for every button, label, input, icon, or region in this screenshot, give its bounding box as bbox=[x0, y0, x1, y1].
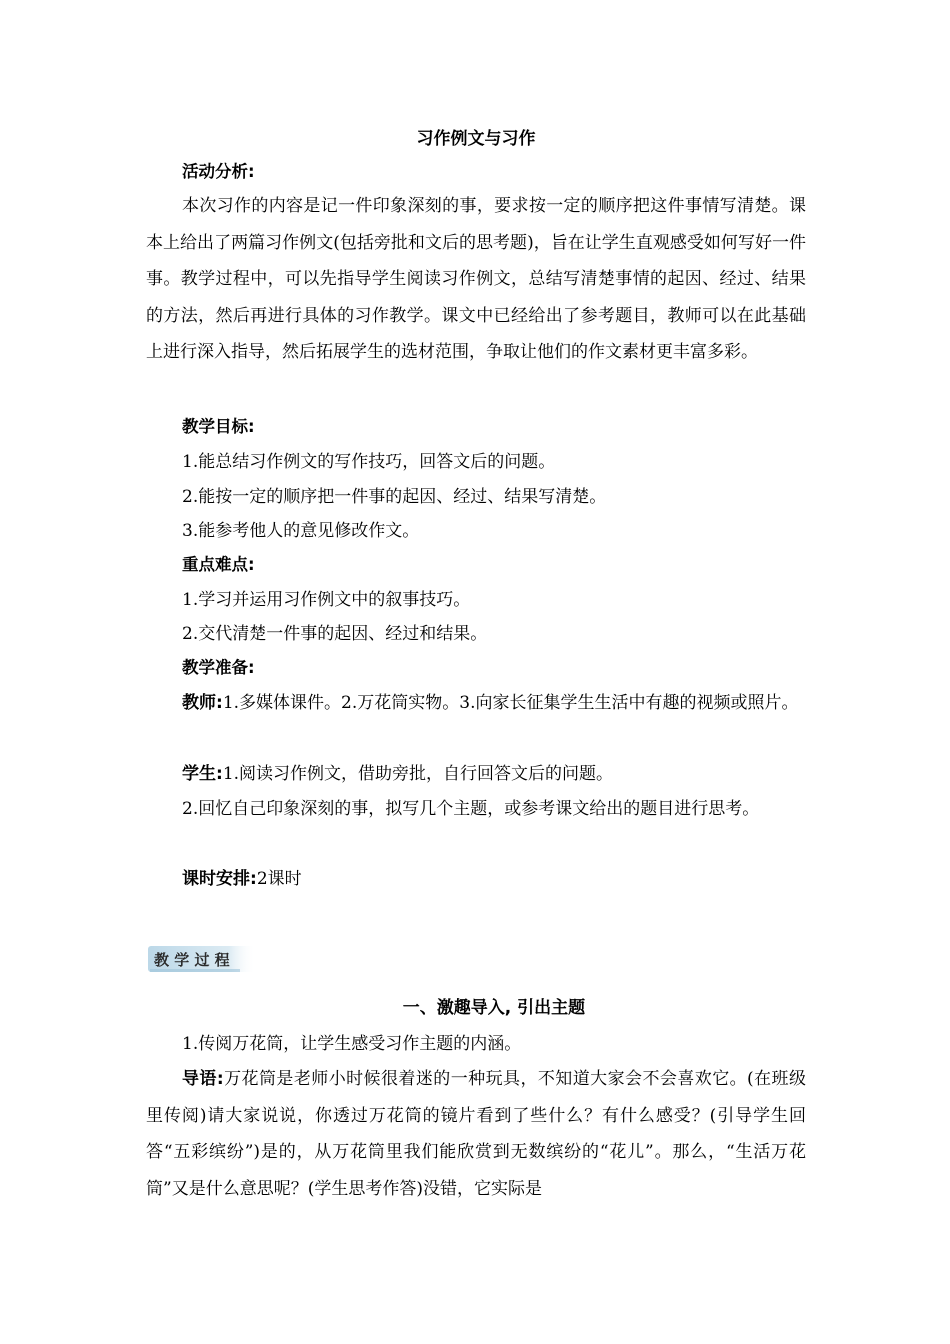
student-label: 学生: bbox=[182, 764, 223, 784]
schedule-value: 2课时 bbox=[256, 869, 302, 889]
student-text: 1.阅读习作例文，借助旁批，自行回答文后的问题。 bbox=[222, 764, 614, 784]
schedule bbox=[182, 861, 302, 897]
teacher-text: 1.多媒体课件。2.万花筒实物。3.向家长征集学生生活中有趣的视频或照片。 bbox=[222, 693, 799, 713]
key-point-item-2: 2.交代清楚一件事的起因、经过和结果。 bbox=[182, 624, 488, 644]
intro-text: 万花筒是老师小时候很着迷的一种玩具，不知道大家会不会喜欢它。(在班级里传阅)请大家说说，你透过万花筒的镜片看到了些什么？有什么感受？(引导学生回答“五彩缤纷”)是的，从万花筒里我们能欣赏到无数缤纷的“花儿”。那么，“生活万花筒”又是什么意思呢？(学生思考作答)没错，它实际是 bbox=[146, 1069, 806, 1199]
activity-paragraph: 本次习作的内容是记一件印象深刻的事，要求按一定的顺序把这件事情写清楚。课本上给出了两篇习作例文(包括旁批和文后的思考题)，旨在让学生直观感受如何写好一件事。教学过程中，可以先指导学生阅读习作例文，总结写清楚事情的起因、经过、结果的方法，然后再进行具体的习作教学。课文中已经给出了参考题目，教师可以在此基础上进行深入指导，然后拓展学生的选材范围，争取让他们的作文素材更丰富多彩。 bbox=[146, 196, 806, 362]
teacher-label: 教师: bbox=[182, 693, 223, 713]
section-1-intro bbox=[146, 1061, 806, 1207]
section-1-title: 一、激趣导入, 引出主题 bbox=[402, 998, 586, 1018]
goal-item-3: 3.能参考他人的意见修改作文。 bbox=[182, 521, 420, 541]
teacher-preparation bbox=[146, 685, 806, 722]
preparation-heading: 教学准备: bbox=[182, 658, 255, 677]
goal-item-1: 1.能总结习作例文的写作技巧，回答文后的问题。 bbox=[182, 452, 556, 472]
key-points-heading: 重点难点: bbox=[182, 555, 255, 574]
schedule-label: 课时安排: bbox=[182, 869, 257, 889]
section-1-step-1: 1.传阅万花筒，让学生感受习作主题的内涵。 bbox=[182, 1034, 522, 1054]
badge-underline bbox=[150, 969, 240, 972]
badge-text: 教 学 过 程 bbox=[154, 951, 230, 969]
intro-label: 导语: bbox=[182, 1069, 224, 1089]
student-preparation bbox=[182, 756, 613, 792]
teaching-process-badge bbox=[148, 944, 256, 976]
document-title: 习作例文与习作 bbox=[416, 129, 536, 149]
key-point-item-1: 1.学习并运用习作例文中的叙事技巧。 bbox=[182, 590, 471, 610]
goals-heading: 教学目标: bbox=[182, 417, 255, 436]
goal-item-2: 2.能按一定的顺序把一件事的起因、经过、结果写清楚。 bbox=[182, 487, 607, 507]
student-preparation-2: 2.回忆自己印象深刻的事，拟写几个主题，或参考课文给出的题目进行思考。 bbox=[182, 799, 760, 819]
activity-heading: 活动分析: bbox=[182, 162, 255, 181]
